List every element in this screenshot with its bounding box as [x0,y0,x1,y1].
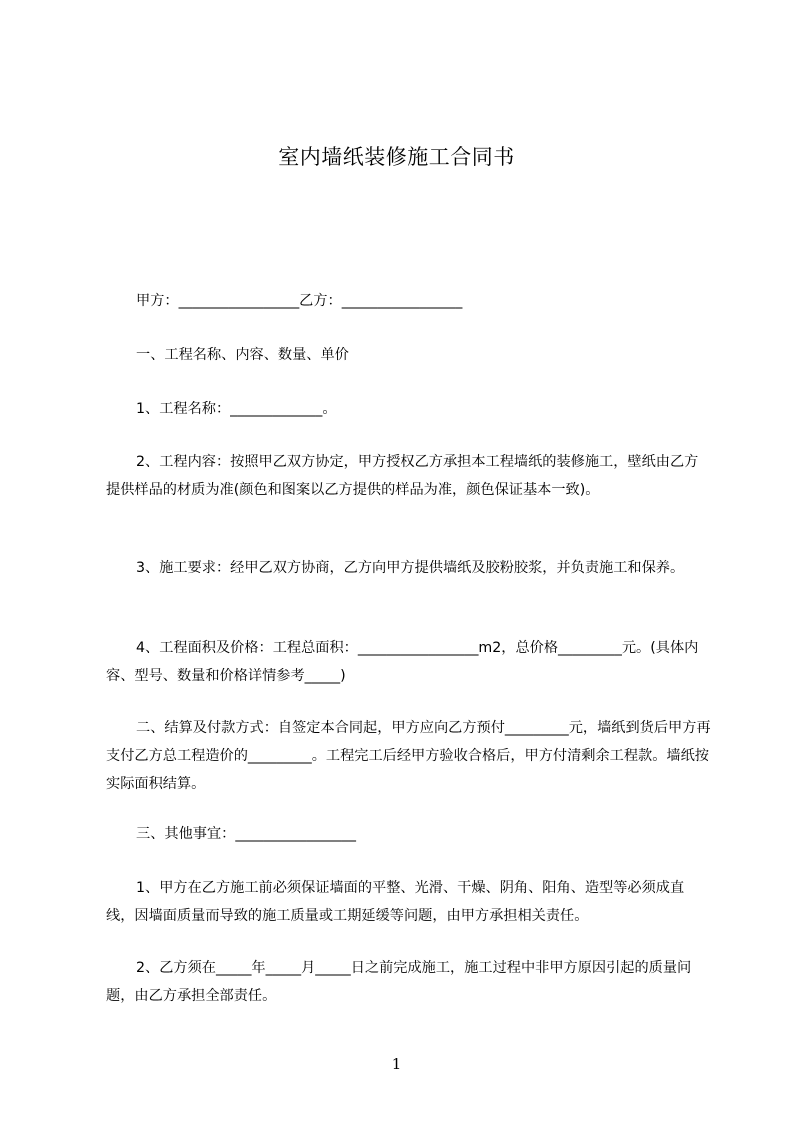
section-2-settlement: 二、结算及付款方式：自签定本合同起，甲方应向乙方预付_________元，墙纸到货后甲方再支付乙方总工程造价的_________。工程完工后经甲方验收合格后，甲方付清剩余工程款。墙纸按实际面积结算。 [106,720,711,792]
clause-1-2: 2、工程内容：按照甲乙双方协定，甲方授权乙方承担本工程墙纸的装修施工，壁纸由乙方提供样品的材质为准(颜色和图案以乙方提供的样品为准，颜色保证基本一致)。 [106,454,699,498]
clause-3-2: 2、乙方须在_____年_____月_____日之前完成施工，施工过程中非甲方原因引起的质量问题，由乙方承担全部责任。 [106,960,692,1004]
document-title: 室内墙纸装修施工合同书 [278,145,515,169]
parties-line: 甲方：_________________乙方：_________________ [136,293,463,309]
clause-1-4: 4、工程面积及价格：工程总面积：_________________m2，总价格_________元。(具体内容、型号、数量和价格详情参考_____) [106,640,699,684]
section-3-heading: 三、其他事宜：_________________ [136,826,356,842]
clause-1-3: 3、施工要求：经甲乙双方协商，乙方向甲方提供墙纸及胶粉胶浆，并负责施工和保养。 [136,560,685,576]
page-number: 1 [391,1055,402,1073]
section-1-heading: 一、工程名称、内容、数量、单价 [136,347,349,363]
clause-1-1: 1、工程名称：_____________。 [136,401,337,417]
clause-3-1: 1、甲方在乙方施工前必须保证墙面的平整、光滑、干燥、阴角、阳角、造型等必须成直线，因墙面质量而导致的施工质量或工期延缓等问题，由甲方承担相关责任。 [106,880,685,924]
